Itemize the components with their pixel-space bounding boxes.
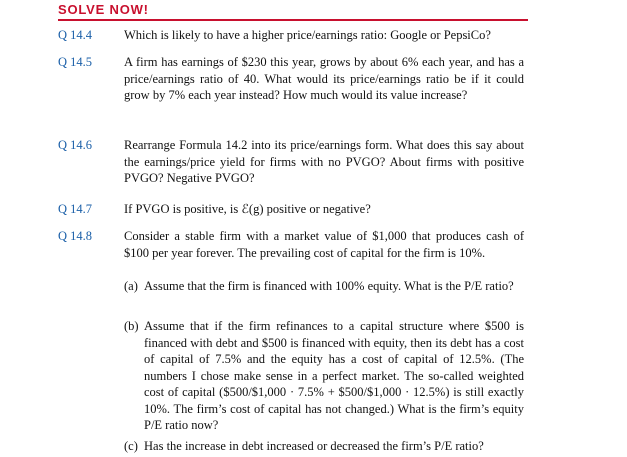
subpart-label: (c) xyxy=(124,439,138,453)
question-text: If PVGO is positive, is ℰ(g) positive or negative? xyxy=(124,202,371,216)
question-number: Q 14.5 xyxy=(58,55,93,69)
question-text: A firm has earnings of $230 this year, grows by about 6% each year, and has a price/earnings ratio of 40. What would its price/earnings ratio be if it could grow by 7% each year instead? How much would its value increase? xyxy=(124,55,524,102)
section-header xyxy=(58,2,528,18)
subpart-label: (b) xyxy=(124,319,139,333)
question-text: Rearrange Formula 14.2 into its price/earnings form. What does this say about the earnings/price yield for firms with no PVGO? About firms with positive PVGO? Negative PVGO? xyxy=(124,138,524,185)
question-text: Which is likely to have a higher price/earnings ratio: Google or PepsiCo? xyxy=(124,28,491,42)
question-number: Q 14.8 xyxy=(58,229,93,243)
subpart-label: (a) xyxy=(124,279,138,293)
question-number: Q 14.7 xyxy=(58,202,93,216)
question-text: Consider a stable firm with a market value of $1,000 that produces cash of $100 per year forever. The prevailing cost of capital for the firm is 10%. xyxy=(124,229,524,260)
question-number: Q 14.6 xyxy=(58,138,93,152)
subpart-text: Assume that the firm is financed with 100% equity. What is the P/E ratio? xyxy=(144,279,514,293)
question-number: Q 14.4 xyxy=(58,28,93,42)
header-rule xyxy=(58,19,528,21)
section-title: SOLVE NOW! xyxy=(58,2,149,17)
subpart-text: Assume that if the firm refinances to a capital structure where $500 is financed with debt and $500 is financed with equity, then its debt has a cost of capital of 7.5% and the equity has a cost of capital of 12.5%. (The numbers I chose make sense in a perfect market. The so-called weighted cost of capital ($500/$1,000 · 7.5% + $500/$1,000 · 12.5%) is still exactly 10%. The firm’s cost of capital has not changed.) What is the firm’s equity P/E ratio now? xyxy=(144,319,524,432)
subpart-text: Has the increase in debt increased or decreased the firm’s P/E ratio? xyxy=(144,439,484,453)
